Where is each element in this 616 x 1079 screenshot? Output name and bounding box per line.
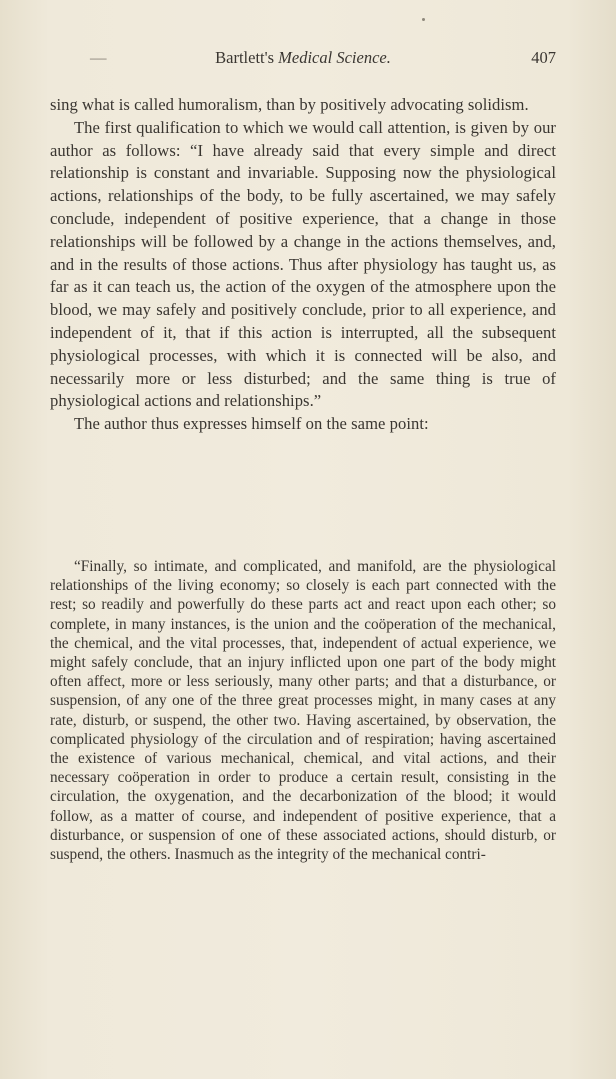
paragraph-continuation: sing what is called humoralism, than by positively advocating solidism. <box>50 95 529 114</box>
paper-speck <box>422 18 425 21</box>
body-text <box>50 94 556 436</box>
block-quote: “Finally, so intimate, and complicated, and manifold, are the physiological relationships of the living economy; so closely is each part connected with the rest; so readily and powerfully do these parts act and react upon each other; so complete, in many instances, is the union and the coöperation of the mechanical, the chemical, and the vital processes, that, independent of actual experience, we might safely conclude, that an injury inflicted upon one part of the body might often affect, more or less seriously, many other parts; and that a disturbance, or suspension, of any one of the three great processes might, in many cases at any rate, disturb, or suspend, the other two. Having ascertained, by observation, the complicated physiology of the circulation and of respiration; having ascertained the existence of various mechanical, chemical, and vital actions, and their necessary coöperation in order to produce a certain result, consisting in the circulation, the oxygenation, and the decarbonization of the blood; it would follow, as a matter of course, and independent of positive experience, that a disturbance, or suspension of one of these associated actions, should disturb, or suspend, the others. Inasmuch as the integrity of the mechanical contri- <box>50 558 556 864</box>
page-number: 407 <box>531 48 556 67</box>
running-title-italic: Medical Science. <box>278 48 391 67</box>
running-header <box>50 48 556 72</box>
running-title <box>50 48 556 68</box>
paragraph-qualification: The first qualification to which we would call attention, is given by our author as follows: “I have already said that every simple and direct relationship is constant and invariable. Supposing now the physiological actions, relationships of the body, to be fully ascertained, we may safely conclude, independent of positive experience, that a change in those relationships will be followed by a change in the actions themselves, and, and in the results of those actions. Thus after physiology has taught us, as far as it can teach us, the action of the oxygen of the atmosphere upon the blood, we may safely and positively conclude, prior to all experience, and independent of it, that if this action is interrupted, all the subsequent physiological processes, with which it is connected will be also, and necessarily more or less disturbed; and the same thing is true of physiological actions and relationships.” <box>50 117 556 411</box>
running-title-name: Bartlett's <box>215 48 275 67</box>
paragraph-intro: The author thus expresses himself on the same point: <box>74 414 429 434</box>
header-dash: — <box>90 48 107 67</box>
